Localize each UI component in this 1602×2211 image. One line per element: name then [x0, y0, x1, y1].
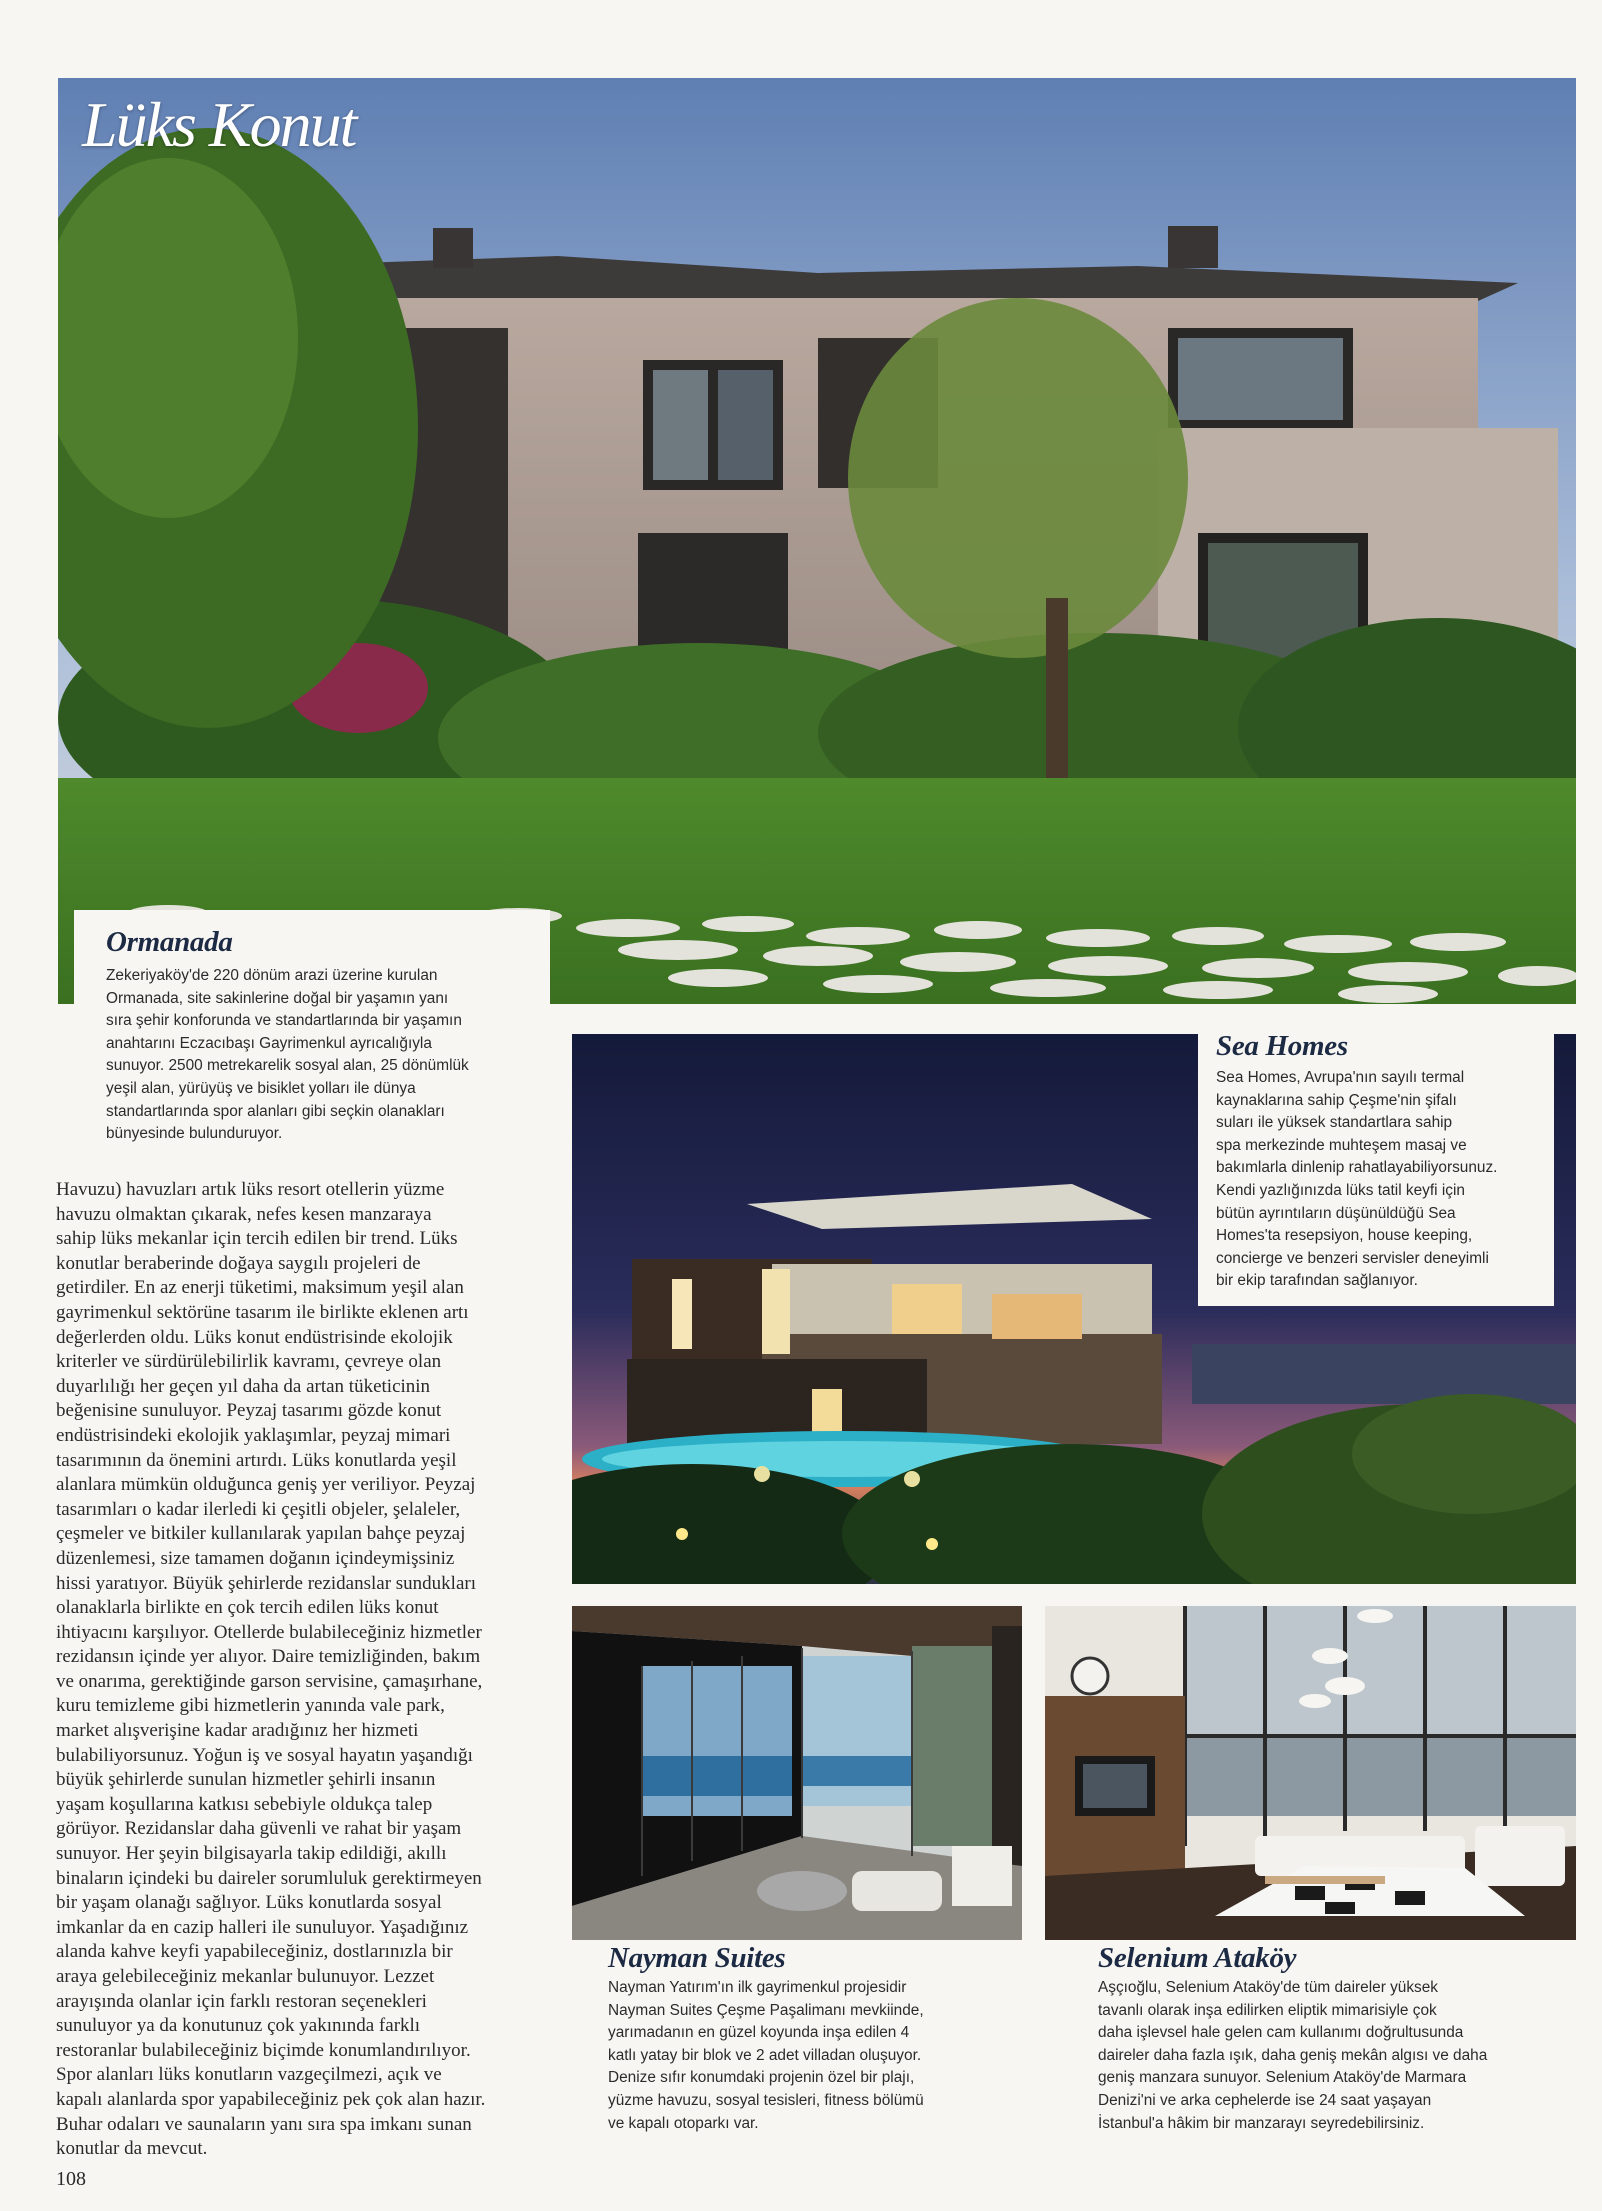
selenium-text: Aşçıoğlu, Selenium Ataköy'de tüm daireler yüksek tavanlı olarak inşa edilirken eliptik mimarisiyle çok daha işlevsel hale gelen cam kullanımı doğrultusunda daireler daha fazla ışık, daha geniş mekân algısı ve daha geniş manzara sunuyor. Selenium Ataköy'de Marmara Denizi'ni ve arka cephelerde ise 24 saat yaşayan İstanbul'a hâkim bir manzarayı seyredebilirsiniz. — [1098, 1979, 1488, 2132]
sea-homes-text: Sea Homes, Avrupa'nın sayılı termal kaynaklarına sahip Çeşme'nin şifalı suları ile yüksek standartlara sahip spa merkezinde muhteşem masaj ve bakımlarla dinlenip rahatlayabiliyorsunuz. Kendi yazlığınızda lüks tatil keyfi için bütün ayrıntıların düşünüldüğü Sea Homes'ta resepsiyon, house keeping, concierge ve benzeri servisler deneyimli bir ekip tarafından sağlanıyor. — [1216, 1069, 1498, 1290]
sea-homes-title: Sea Homes — [1216, 1030, 1348, 1062]
nayman-title: Nayman Suites — [608, 1942, 786, 1974]
selenium-caption — [1098, 1942, 1578, 2135]
sea-homes-caption — [1198, 1024, 1554, 1306]
page-number: 108 — [56, 2168, 86, 2190]
nayman-caption — [608, 1942, 1028, 2135]
ormanada-caption — [74, 910, 550, 1150]
selenium-title: Selenium Ataköy — [1098, 1942, 1297, 1974]
article-body — [56, 1178, 568, 2162]
selenium-atakoy-photo — [1045, 1606, 1576, 1940]
nayman-suites-photo — [572, 1606, 1022, 1940]
ormanada-title: Ormanada — [106, 926, 233, 958]
article-body-text: Havuzu) havuzları artık lüks resort otellerin yüzme havuzu olmaktan çıkarak, nefes kesen manzaraya sahip lüks mekanlar için tercih edilen bir trend. Lüks konutlar beraberinde doğaya saygılı projeleri de getirdiler. En az enerji tüketimi, maksimum yeşil alan gayrimenkul sektörüne tasarım ile birlikte eklenen artı değerlerden oldu. Lüks konut endüstrisinde ekolojik kriterler ve sürdürülebilirlik kavramı, çevreye olan duyarlılığı her geçen yıl daha da artan tüketicinin beğenisine sunuluyor. Peyzaj tasarımı gözde konut endüstrisindeki ekolojik yaklaşımlar, peyzaj mimari tasarımının da önemini artırdı. Lüks konutlarda yeşil alanlara mümkün olduğunca geniş yer veriliyor. Peyzaj tasarımları o kadar ilerledi ki çeşitli objeler, şelaleler, çeşmeler ve bitkiler kullanılarak yapılan bahçe peyzaj düzenlemesi, size tamamen doğanın içindeymişsiniz hissi yaratıyor. Büyük şehirlerde rezidanslar sundukları olanaklarla birlikte en çok tercih edilen lüks konut ihtiyacını karşılıyor. Otellerde bulabileceğiniz hizmetler rezidansın içinde yer alıyor. Daire temizliğinden, bakım ve onarıma, gerektiğinde garson servisine, çamaşırhane, kuru temizleme gibi hizmetlerin yanında vale park, market alışverişine kadar aradığınız her hizmeti bulabiliyorsunuz. Yoğun iş ve sosyal hayatın yaşandığı büyük şehirlerde sunulan hizmetler şehirli insanın yaşam koşullarına katkısı sebebiyle oldukça talep görüyor. Rezidanslar daha güvenli ve rahat bir yaşam sunuyor. Her şeyin bilgisayarla takip edildiği, akıllı binaların içindeki bu daireler sorumluluk gerektirmeyen bir yaşam olanağı sağlıyor. Lüks konutlarda sosyal imkanlar da en cazip halleri ile sunuluyor. Yaşadığınız alanda kahve keyfi yapabileceğiniz, dostlarınızla bir araya gelebileceğiniz mekanlar bulunuyor. Lezzet arayışında olanlar için farklı restoran seçenekleri sunuluyor ya da konutunuz çok yakınında farklı restoranlar bulabileceğiniz biçimde konumlandırılıyor. Spor alanları lüks konutların vazgeçilmezi, açık ve kapalı alanlarda spor yapabileceğiniz pek çok alan hazır. Buhar odaları ve saunaların yanı sıra spa imkanı sunan konutlar da mevcut. — [56, 1179, 486, 2160]
ormanada-text: Zekeriyaköy'de 220 dönüm arazi üzerine kurulan Ormanada, site sakinlerine doğal bir yaşamın yanı sıra şehir konforunda ve standartlarında bir yaşamın anahtarını Eczacıbaşı Gayrimenkul ayrıcalığıyla sunuyor. 2500 metrekarelik sosyal alan, 25 dönümlük yeşil alan, yürüyüş ve bisiklet yolları ile dünya standartlarında spor alanları gibi seçkin olanakları bünyesinde bulunduruyor. — [106, 967, 469, 1143]
section-title: Lüks Konut — [82, 89, 356, 160]
ormanada-house-photo — [58, 78, 1576, 1004]
nayman-text: Nayman Yatırım'ın ilk gayrimenkul projesidir Nayman Suites Çeşme Paşalimanı mevkiinde, yarımadanın en güzel koyunda inşa edilen 4 katlı yatay bir blok ve 2 adet villadan oluşuyor. Denize sıfır konumdaki projenin özel bir plajı, yüzme havuzu, sosyal tesisleri, fitness bölümü ve kapalı otoparkı var. — [608, 1979, 924, 2132]
